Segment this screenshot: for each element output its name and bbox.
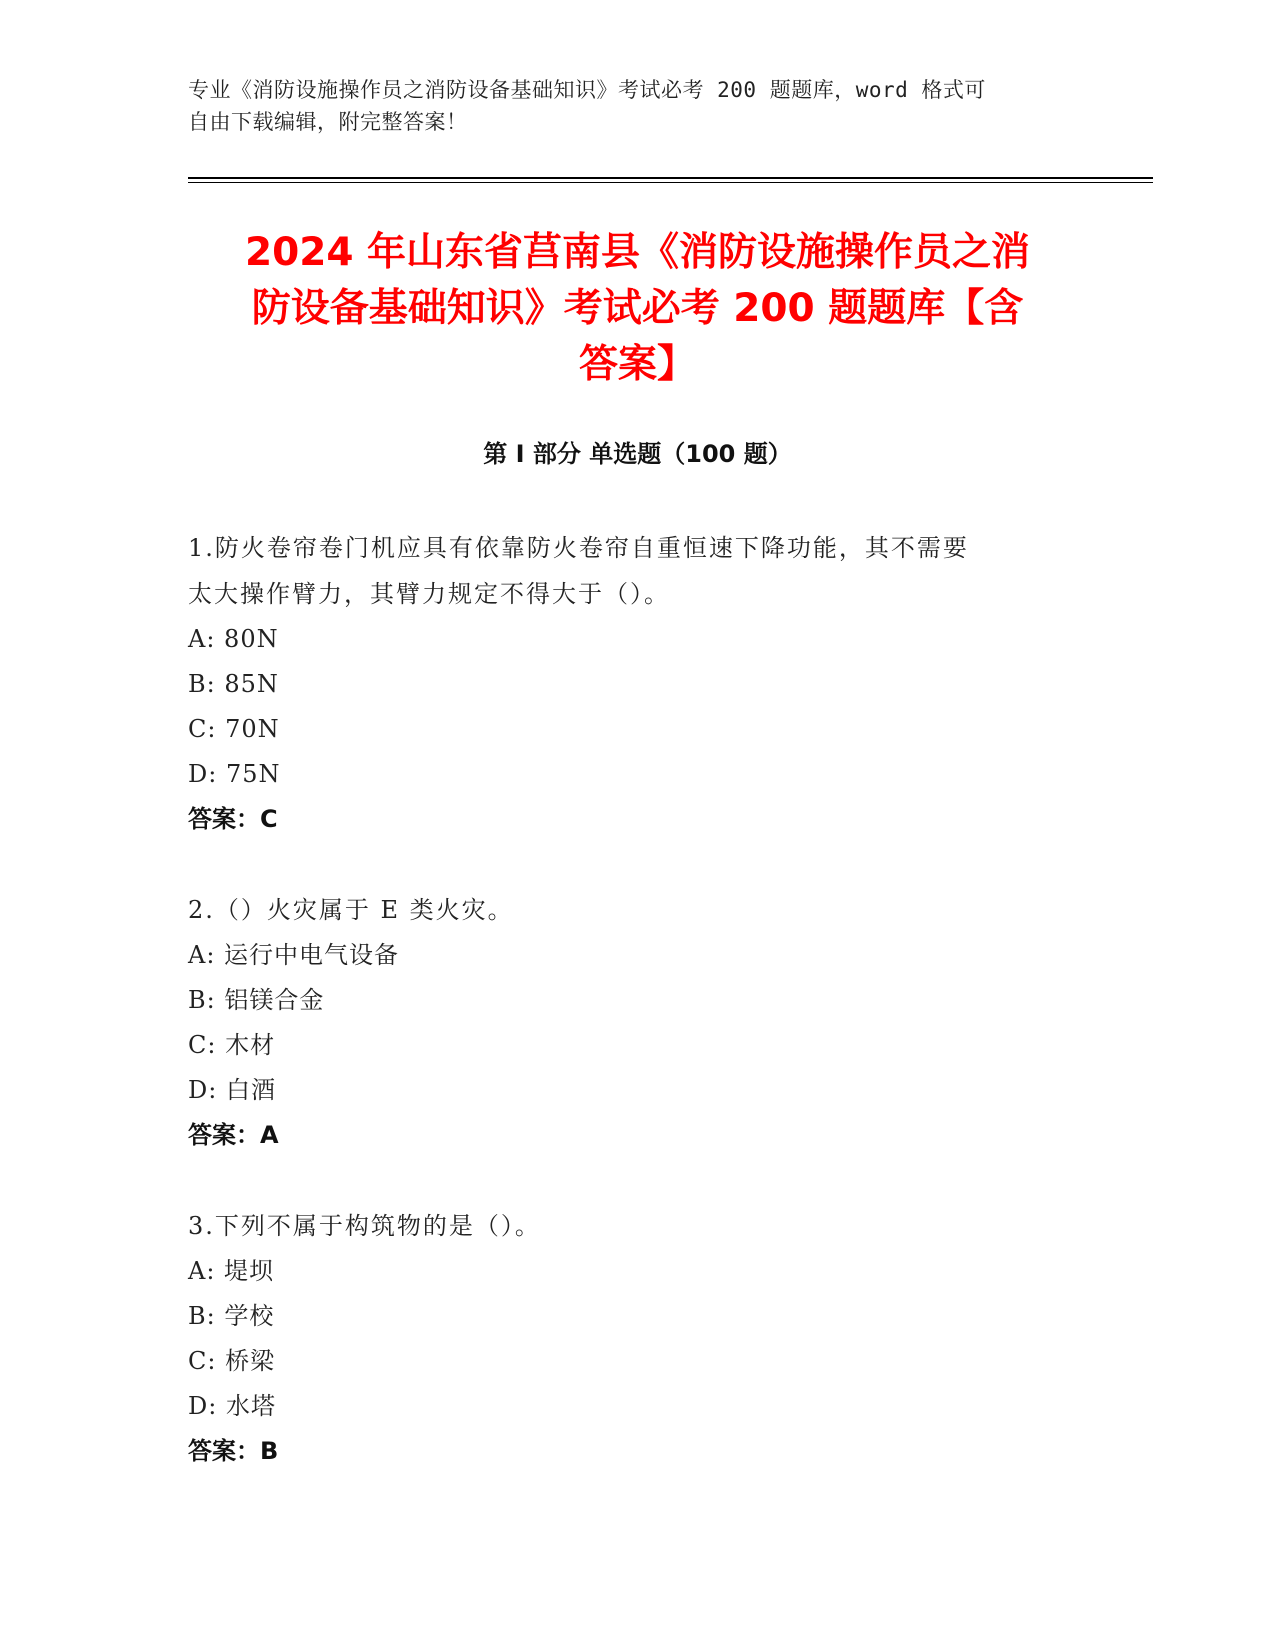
option-b: B: 学校 — [188, 1302, 275, 1330]
question-1 — [188, 525, 1088, 842]
header-divider-thin — [188, 182, 1153, 183]
question-stem: 1.防火卷帘卷门机应具有依靠防火卷帘自重恒速下降功能，其不需要 — [188, 534, 969, 562]
option-d: D: 水塔 — [188, 1392, 276, 1420]
option-b: B: 85N — [188, 670, 279, 698]
title-line-3: 答案】 — [578, 342, 696, 387]
document-title — [160, 225, 1115, 393]
answer: 答案：B — [188, 1437, 279, 1465]
question-stem: 太大操作臂力，其臂力规定不得大于（）。 — [188, 580, 670, 608]
option-d: D: 白酒 — [188, 1076, 276, 1104]
question-2 — [188, 887, 1088, 1158]
question-spacer — [188, 842, 1088, 887]
answer: 答案：C — [188, 805, 278, 833]
option-a: A: 堤坝 — [188, 1257, 275, 1285]
question-spacer — [188, 1158, 1088, 1203]
option-a: A: 80N — [188, 625, 279, 653]
title-line-1: 2024 年山东省莒南县《消防设施操作员之消 — [244, 230, 1031, 275]
intro-text — [188, 74, 1068, 138]
option-a: A: 运行中电气设备 — [188, 941, 400, 969]
section-heading: 第 I 部分 单选题（100 题） — [483, 440, 792, 468]
header-divider-thick — [188, 177, 1153, 179]
answer: 答案：A — [188, 1121, 279, 1149]
question-list — [188, 525, 1088, 1474]
question-stem: 2.（）火灾属于 E 类火灾。 — [188, 896, 514, 924]
option-d: D: 75N — [188, 760, 281, 788]
option-c: C: 桥梁 — [188, 1347, 276, 1375]
intro-line-1: 专业《消防设施操作员之消防设备基础知识》考试必考 200 题题库，word 格式可 — [188, 78, 986, 102]
question-stem: 3.下列不属于构筑物的是（）。 — [188, 1212, 541, 1240]
question-3 — [188, 1203, 1088, 1474]
option-b: B: 铝镁合金 — [188, 986, 325, 1014]
title-line-2: 防设备基础知识》考试必考 200 题题库【含 — [251, 286, 1024, 331]
option-c: C: 木材 — [188, 1031, 276, 1059]
option-c: C: 70N — [188, 715, 280, 743]
intro-line-2: 自由下载编辑，附完整答案！ — [188, 110, 468, 134]
